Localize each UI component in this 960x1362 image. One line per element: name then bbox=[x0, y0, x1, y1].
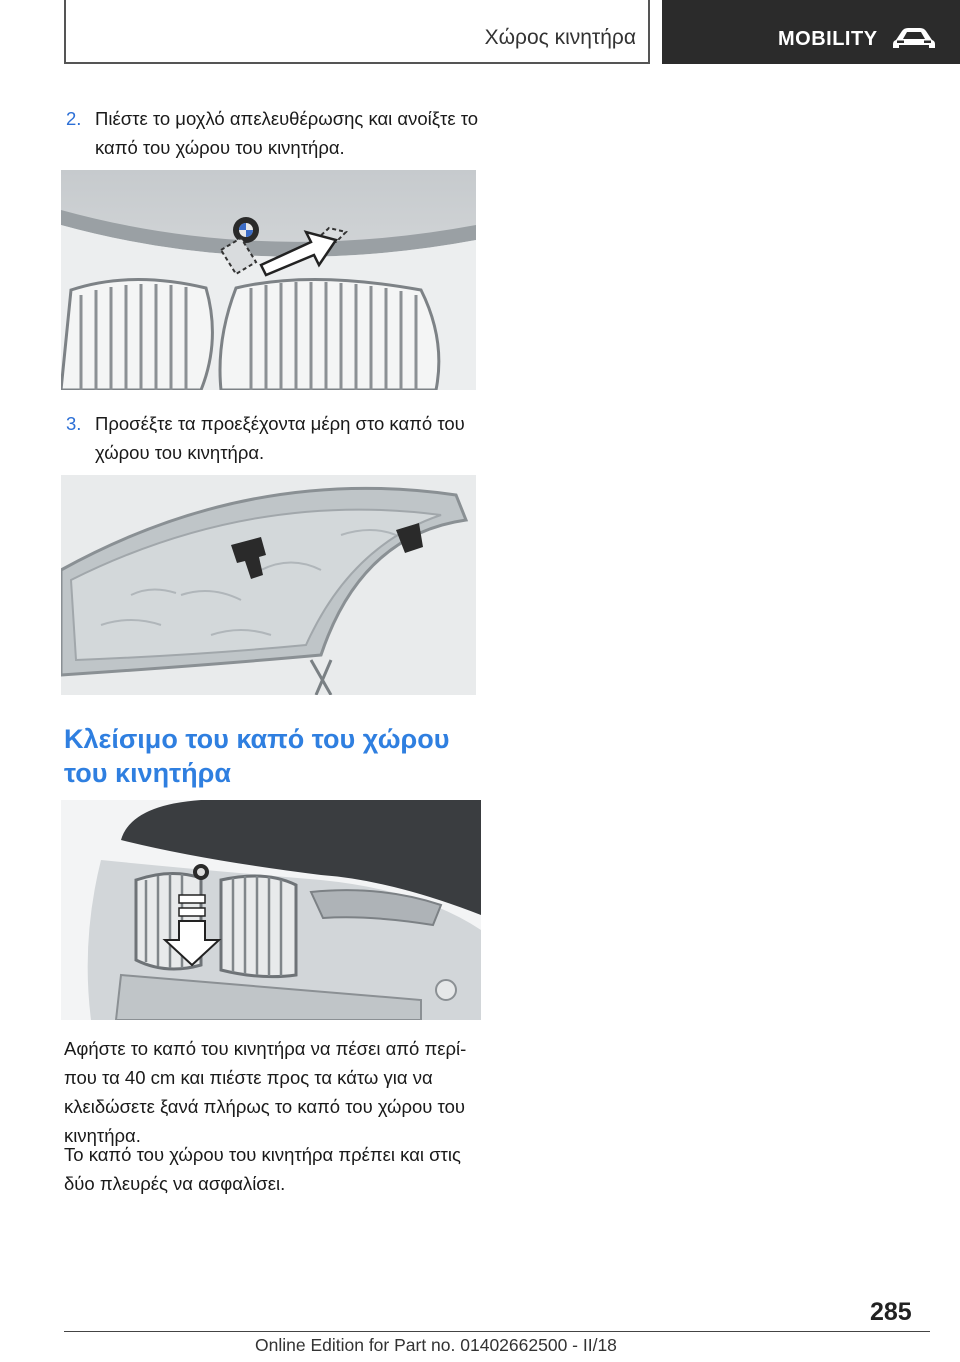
step-number: 3. bbox=[66, 413, 82, 434]
step-number: 2. bbox=[66, 108, 82, 129]
hood-closing-illustration bbox=[61, 800, 481, 1020]
step-3 bbox=[66, 409, 486, 467]
footer-edition: Online Edition for Part no. 01402662500 - II/18 bbox=[255, 1335, 617, 1355]
header-section-box bbox=[64, 0, 650, 64]
car-icon bbox=[892, 26, 936, 52]
paragraph-close-instructions: Αφήστε το καπό του κινητήρα να πέσει από περί‐ που τα 40 cm και πιέστε προς τα κάτω για να κλειδώσετε ξανά πλήρως το καπό του χώρου του κινητήρα. bbox=[64, 1038, 467, 1146]
paragraph-latch-note: Το καπό του χώρου του κινητήρα πρέπει και στις δύο πλευρές να ασφαλίσει. bbox=[64, 1144, 461, 1194]
hood-underside-illustration bbox=[61, 475, 476, 695]
page-number: 285 bbox=[870, 1298, 912, 1326]
step-2 bbox=[66, 104, 486, 162]
brand-label: MOBILITY bbox=[778, 28, 878, 50]
brand-tab bbox=[662, 0, 960, 64]
footer-divider bbox=[64, 1331, 930, 1332]
step-text: Πιέστε το μοχλό απελευθέρωσης και ανοίξτε το καπό του χώρου του κινητήρα. bbox=[95, 108, 479, 158]
section-heading: Κλείσιμο του καπό του χώρου του κινητήρα bbox=[64, 724, 450, 788]
hood-release-illustration bbox=[61, 170, 476, 390]
step-text: Προσέξτε τα προεξέχοντα μέρη στο καπό του χώρου του κινητήρα. bbox=[95, 413, 465, 463]
section-title: Χώρος κινητήρα bbox=[484, 26, 636, 49]
